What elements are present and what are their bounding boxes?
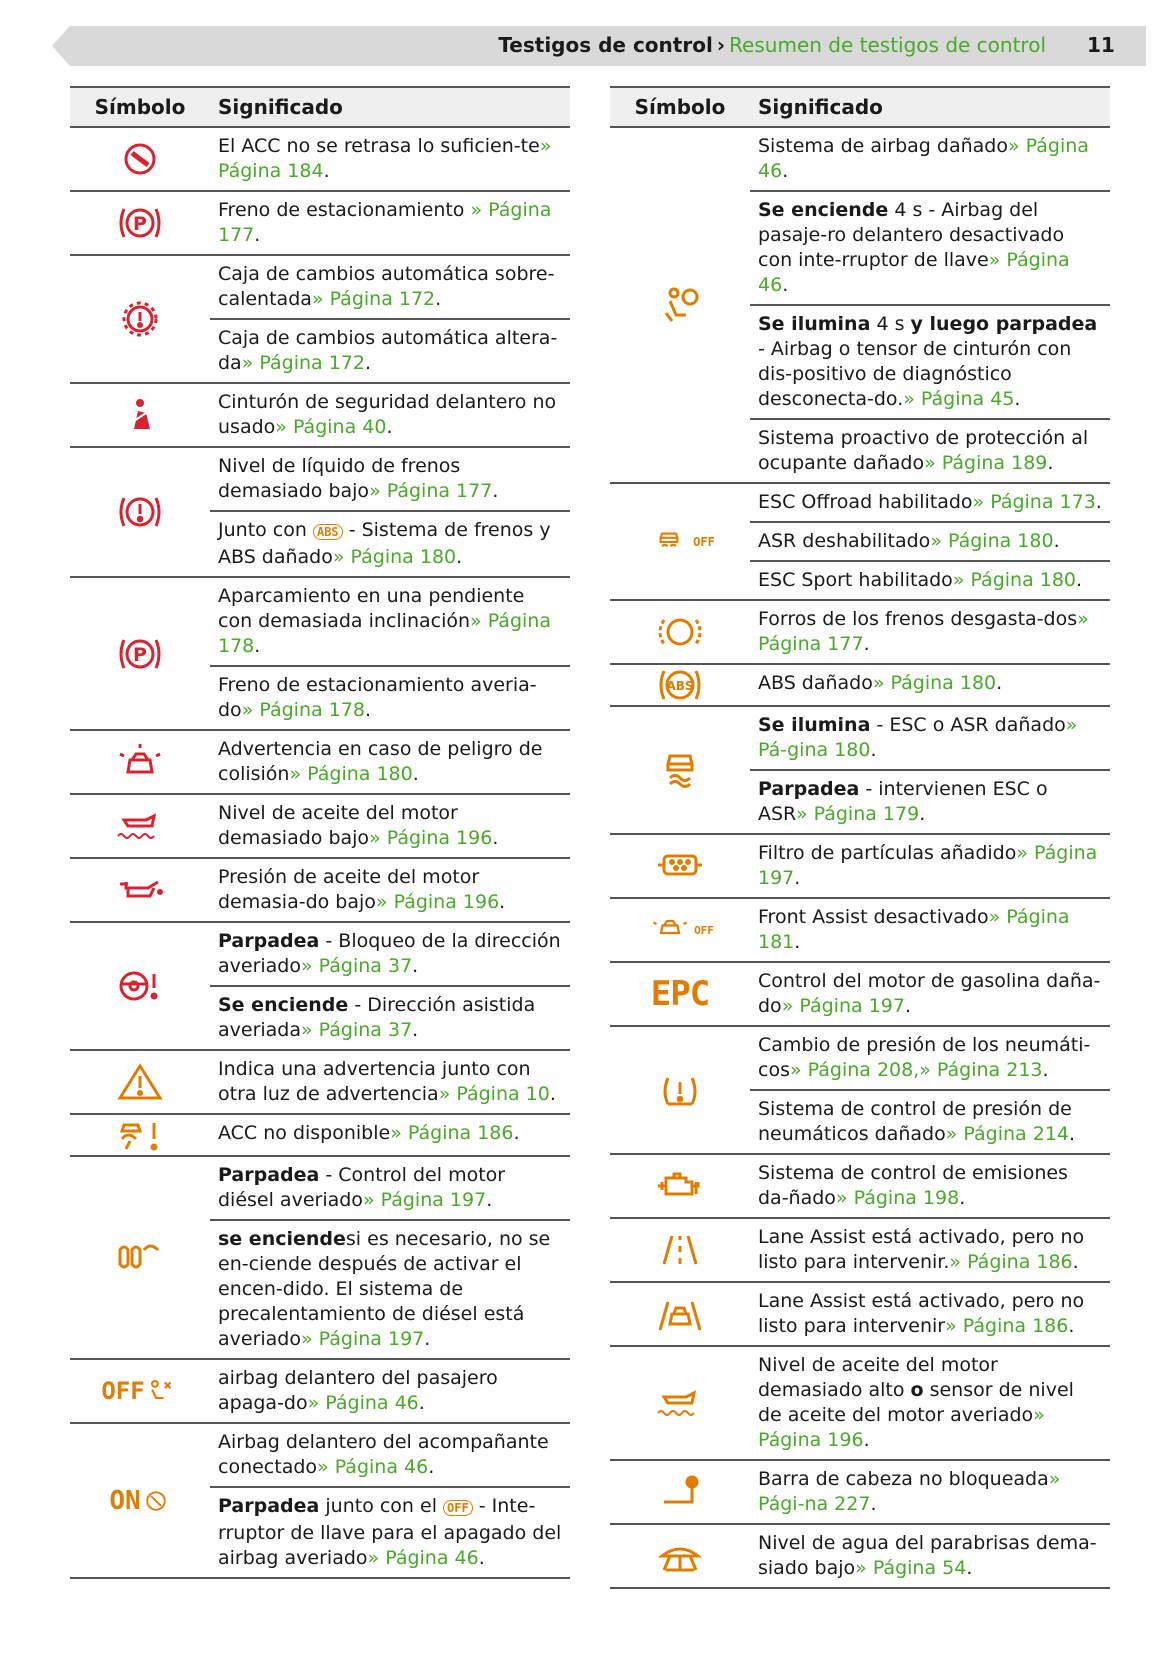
airbag-on-orange-icon: ON	[70, 1424, 210, 1577]
meaning-row	[210, 192, 570, 254]
page-reference-link[interactable]: » Página 46	[307, 1392, 419, 1414]
meaning-row	[750, 1525, 1110, 1587]
inline-indicator-icon: ABS	[313, 524, 343, 540]
row-punctuation: .	[412, 955, 419, 977]
row-text: Barra de cabeza no bloqueada	[758, 1468, 1049, 1490]
page-reference-link[interactable]: » Página 177	[369, 480, 493, 502]
meaning-row	[210, 985, 570, 1049]
page-reference-link[interactable]: » Página 172	[311, 288, 436, 310]
row-text: - Dirección asistida averiada	[218, 994, 536, 1041]
meaning-row	[210, 731, 570, 793]
meaning-row	[750, 1347, 1110, 1459]
meaning-column-header: Significado	[758, 95, 883, 119]
row-punctuation: .	[492, 480, 499, 502]
page-reference-link[interactable]: » Página 172	[241, 352, 365, 374]
meaning-row	[750, 484, 1110, 521]
meaning-row	[210, 578, 570, 665]
row-punctuation: .	[870, 739, 877, 761]
particle-filter-orange-icon	[610, 835, 750, 897]
gearbox-red-icon	[70, 256, 210, 382]
meaning-row	[750, 560, 1110, 599]
page-reference-link[interactable]: » Página 186	[390, 1122, 514, 1144]
page-number: 11	[1087, 33, 1115, 57]
row-punctuation: .	[1014, 388, 1021, 410]
row-text: si es necesario, no se en-ciende después de activar el encen-dido. El sistema de precalentamiento de diésel está averiado	[218, 1228, 551, 1350]
row-punctuation: .	[1076, 569, 1083, 591]
row-text: Filtro de partículas añadido	[758, 842, 1017, 864]
row-text: sensor de nivel de aceite del motor averiado	[758, 1379, 1074, 1426]
meaning-row	[750, 418, 1110, 482]
symbol-group	[610, 707, 1110, 835]
page-reference-link[interactable]: » Página 186	[949, 1251, 1073, 1273]
meaning-row	[210, 859, 570, 921]
symbol-group	[70, 578, 570, 731]
row-text: Nivel de agua del parabrisas dema-siado bajo	[758, 1532, 1097, 1579]
bold-text: Se ilumina	[758, 313, 871, 335]
row-text: Advertencia en caso de peligro de colisión	[218, 738, 543, 785]
row-text: Caja de cambios automática sobre-calentada	[218, 263, 555, 310]
meaning-row	[750, 1027, 1110, 1089]
meaning-row	[750, 1089, 1110, 1153]
page-reference-link[interactable]: » Página 10	[438, 1083, 550, 1105]
row-punctuation: .	[486, 1189, 493, 1211]
warning-triangle-orange-icon	[70, 1051, 210, 1113]
symbol-group	[610, 899, 1110, 963]
bold-text: Parpadea	[758, 778, 860, 800]
meaning-row	[210, 1424, 570, 1486]
meaning-row	[210, 1219, 570, 1358]
row-text: Junto con	[218, 519, 313, 541]
symbol-group	[70, 192, 570, 256]
page-reference-link[interactable]: » Página 54	[855, 1557, 967, 1579]
row-punctuation: .	[794, 867, 801, 889]
table-header	[70, 86, 570, 128]
page-reference-link[interactable]: » Página 177	[758, 608, 1089, 655]
page-reference-link[interactable]: » Página 40	[275, 416, 387, 438]
lane-assist-car-orange-icon	[610, 1283, 750, 1345]
row-text: Nivel de aceite del motor demasiado alto	[758, 1354, 998, 1401]
meaning-row	[210, 510, 570, 576]
meaning-row	[750, 128, 1110, 190]
page-reference-link[interactable]: » Página 46	[758, 135, 1089, 182]
row-punctuation: .	[904, 995, 911, 1017]
row-punctuation: .	[424, 1328, 431, 1350]
row-punctuation: .	[782, 274, 789, 296]
esc-off-orange-icon: OFF	[610, 484, 750, 599]
page-reference-link[interactable]: » Página 46	[317, 1456, 429, 1478]
row-punctuation: .	[254, 224, 261, 246]
meaning-column-header: Significado	[218, 95, 343, 119]
row-text: Lane Assist está activado, pero no listo para intervenir	[758, 1290, 1085, 1337]
page-reference-link[interactable]: » Página 197	[758, 842, 1098, 889]
row-text: ESC Sport habilitado	[758, 569, 953, 591]
glow-plug-orange-icon	[70, 1157, 210, 1358]
symbol-group	[610, 1525, 1110, 1589]
row-punctuation: .	[966, 1557, 973, 1579]
symbol-group	[70, 256, 570, 384]
symbol-group	[610, 128, 1110, 484]
row-punctuation: .	[782, 160, 789, 182]
abs-orange-icon	[610, 665, 750, 705]
row-text: Freno de estacionamiento averia-do	[218, 674, 537, 721]
page-reference-link[interactable]: » Página 196	[758, 1404, 1045, 1451]
row-text: Indica una advertencia junto con otra luz de advertencia	[218, 1058, 531, 1105]
meaning-row	[210, 1157, 570, 1219]
page-reference-link[interactable]: » Pági-na 227	[758, 1468, 1061, 1515]
meaning-row	[210, 384, 570, 446]
row-punctuation: .	[1047, 452, 1054, 474]
meaning-row	[750, 1283, 1110, 1345]
meaning-row	[750, 1219, 1110, 1281]
steering-red-icon	[70, 923, 210, 1049]
row-punctuation: .	[323, 160, 330, 182]
row-text: - ESC o ASR dañado	[870, 714, 1066, 736]
symbol-group	[70, 448, 570, 578]
meaning-row	[210, 923, 570, 985]
page-reference-link[interactable]: » Página 196	[375, 891, 500, 913]
symbol-group	[610, 601, 1110, 665]
symbol-group	[70, 384, 570, 448]
brake-fluid-red-icon	[70, 448, 210, 576]
page-reference-link[interactable]: » Página 178	[241, 699, 365, 721]
symbol-group	[610, 1219, 1110, 1283]
row-text: Control del motor de gasolina daña-do	[758, 970, 1101, 1017]
front-assist-off-orange-icon: OFF	[610, 899, 750, 961]
row-punctuation: .	[1069, 1123, 1076, 1145]
meaning-row	[210, 795, 570, 857]
page-reference-link[interactable]: » Página 180	[952, 569, 1077, 591]
row-punctuation: .	[456, 546, 463, 568]
row-punctuation: .	[1072, 1251, 1079, 1273]
row-punctuation: .	[794, 931, 801, 953]
meaning-row	[750, 190, 1110, 304]
bold-text: o	[910, 1379, 924, 1401]
page-reference-link[interactable]: » Página 179	[795, 803, 920, 825]
row-punctuation: .	[919, 803, 926, 825]
meaning-row	[210, 665, 570, 729]
symbol-group	[610, 1283, 1110, 1347]
symbol-group	[610, 1347, 1110, 1461]
symbol-group	[70, 1115, 570, 1157]
row-punctuation: .	[492, 827, 499, 849]
symbol-group	[70, 1360, 570, 1424]
row-text: 4 s - Airbag del pasaje-ro delantero desactivado con inte-rruptor de llave	[758, 199, 1065, 271]
meaning-row	[210, 1360, 570, 1422]
page-reference-link[interactable]: » Página 180	[289, 763, 413, 785]
row-punctuation: .	[549, 1083, 556, 1105]
svg-text:P: P	[133, 643, 147, 666]
symbol-group	[70, 128, 570, 192]
row-text: Airbag delantero del acompañante conectado	[218, 1431, 549, 1478]
row-text: Nivel de aceite del motor demasiado bajo	[218, 802, 458, 849]
page-reference-link[interactable]: » Página 186	[945, 1315, 1069, 1337]
section-title: Testigos de control	[498, 33, 713, 57]
bold-text: Parpadea	[218, 1164, 320, 1186]
row-text: ABS dañado	[758, 672, 873, 694]
meaning-row	[750, 304, 1110, 418]
page-reference-link[interactable]: » Página 180	[332, 546, 457, 568]
row-text: Sistema de control de presión de neumáticos dañado	[758, 1098, 1072, 1145]
engine-emissions-orange-icon	[610, 1155, 750, 1217]
symbol-group	[610, 835, 1110, 899]
page-reference-link[interactable]: » Página 46	[367, 1547, 479, 1569]
row-text: El ACC no se retrasa lo suficien-te	[218, 135, 540, 157]
row-text: Sistema de control de emisiones da-ñado	[758, 1162, 1068, 1209]
meaning-row	[750, 963, 1110, 1025]
symbol-group	[70, 731, 570, 795]
page-reference-link[interactable]: » Página 178	[218, 610, 551, 657]
symbol-group	[70, 1157, 570, 1360]
row-text: Presión de aceite del motor demasia-do bajo	[218, 866, 480, 913]
meaning-row	[750, 665, 1110, 702]
row-text: Nivel de líquido de frenos demasiado bajo	[218, 455, 461, 502]
row-punctuation: .	[364, 352, 372, 374]
row-text: ACC no disponible	[218, 1122, 391, 1144]
inline-indicator-icon: OFF	[443, 1500, 473, 1516]
brake-pads-orange-icon	[610, 601, 750, 663]
row-text: Sistema de airbag dañado	[758, 135, 1008, 157]
row-text: Lane Assist está activado, pero no listo para intervenir.	[758, 1226, 1085, 1273]
acc-red-icon	[70, 128, 210, 190]
meaning-row	[210, 318, 570, 382]
meaning-row	[210, 1486, 570, 1577]
meaning-row	[750, 1155, 1110, 1217]
row-text: Cinturón de seguridad delantero no usado	[218, 391, 557, 438]
row-punctuation: .	[412, 1019, 419, 1041]
page-reference-link[interactable]: » Página 196	[369, 827, 493, 849]
oil-level-high-orange-icon	[610, 1347, 750, 1459]
svg-text:P: P	[133, 213, 147, 235]
symbol-group	[610, 665, 1110, 707]
row-text: - Control del motor diésel averiado	[218, 1164, 506, 1211]
meaning-row	[210, 256, 570, 318]
parking-brake-red-icon-2	[70, 578, 210, 729]
row-text: 4 s	[870, 313, 911, 335]
row-text: Cambio de presión de los neumáti-cos	[758, 1034, 1091, 1081]
page-reference-link[interactable]: » Página 197	[781, 995, 905, 1017]
symbol-group	[610, 963, 1110, 1027]
row-text: airbag delantero del pasajero apaga-do	[218, 1367, 498, 1414]
right-table	[610, 86, 1110, 1589]
subsection-title: Resumen de testigos de control	[729, 33, 1046, 57]
oil-level-red-icon	[70, 795, 210, 857]
row-text: - Inte-rruptor de llave para el apagado del airbag averiado	[218, 1495, 562, 1569]
page-reference-link[interactable]: » Página 189	[924, 452, 1048, 474]
lane-assist-orange-icon	[610, 1219, 750, 1281]
meaning-row	[210, 128, 570, 190]
headrest-orange-icon	[610, 1461, 750, 1523]
page-reference-link[interactable]: » Página 198	[835, 1187, 960, 1209]
row-text: Sistema proactivo de protección al ocupante dañado	[758, 427, 1089, 474]
symbol-group	[610, 1027, 1110, 1155]
row-punctuation: .	[513, 1122, 520, 1144]
page-reference-link[interactable]: » Pá-gina 180	[758, 714, 1078, 761]
symbol-group	[70, 1424, 570, 1579]
symbol-column-header: Símbolo	[94, 95, 186, 119]
bold-text: Se ilumina	[758, 714, 871, 736]
meaning-row	[210, 1115, 570, 1152]
row-punctuation: .	[418, 1392, 425, 1414]
tire-pressure-orange-icon	[610, 1027, 750, 1153]
row-punctuation: .	[1042, 1059, 1049, 1081]
epc-orange-icon: EPC	[650, 974, 710, 1014]
meaning-row	[750, 835, 1110, 897]
oil-pressure-red-icon	[70, 859, 210, 921]
symbol-group	[70, 859, 570, 923]
row-text: junto con el	[319, 1495, 444, 1517]
meaning-row	[750, 601, 1110, 663]
row-text: ESC Offroad habilitado	[758, 491, 973, 513]
row-text: - Sistema de frenos y ABS dañado	[218, 519, 551, 568]
parking-brake-red-icon	[70, 192, 210, 254]
meaning-row	[750, 899, 1110, 961]
seatbelt-red-icon	[70, 384, 210, 446]
symbol-group	[610, 1155, 1110, 1219]
page-reference-link[interactable]: » Página 37	[301, 955, 413, 977]
row-punctuation: .	[435, 288, 442, 310]
acc-unavailable-orange-icon	[70, 1115, 210, 1155]
symbol-group	[70, 923, 570, 1051]
row-punctuation: .	[1068, 1315, 1075, 1337]
row-punctuation: .	[499, 891, 506, 913]
meaning-row	[750, 1461, 1110, 1523]
page-reference-link[interactable]: » Página 177	[218, 199, 552, 246]
bold-text: Parpadea	[218, 1495, 320, 1517]
table-header	[610, 86, 1110, 128]
page-reference-link[interactable]: » Página 184	[218, 135, 552, 182]
row-punctuation: .	[863, 633, 870, 655]
svg-text:ABS: ABS	[666, 679, 694, 693]
page-reference-link[interactable]: » Página 208,» Página 213	[789, 1059, 1043, 1081]
left-table	[70, 86, 570, 1579]
row-punctuation: .	[254, 635, 261, 657]
airbag-orange-icon	[610, 128, 750, 482]
row-punctuation: .	[412, 763, 419, 785]
page-reference-link[interactable]: » Página 180	[930, 530, 1054, 552]
row-text: - Airbag o tensor de cinturón con dis-positivo de diagnóstico desconecta-do.	[758, 338, 1072, 410]
page-reference-link[interactable]: » Página 37	[301, 1019, 413, 1041]
row-text: - intervienen ESC o ASR	[758, 778, 1048, 825]
row-text: Caja de cambios automática altera-da	[218, 327, 558, 374]
symbol-group	[610, 1461, 1110, 1525]
bold-text: y luego parpadea	[910, 313, 1098, 335]
symbol-column-header: Símbolo	[634, 95, 726, 119]
row-punctuation: .	[996, 672, 1003, 694]
row-text: - Bloqueo de la dirección averiado	[218, 930, 561, 977]
meaning-row	[750, 521, 1110, 560]
bold-text: Se enciende	[218, 994, 349, 1016]
row-punctuation: .	[863, 1429, 870, 1451]
meaning-row	[210, 448, 570, 510]
row-punctuation: .	[478, 1547, 485, 1569]
row-punctuation: .	[870, 1493, 877, 1515]
row-text: Forros de los frenos desgasta-dos	[758, 608, 1078, 630]
row-punctuation: .	[959, 1187, 966, 1209]
meaning-row	[210, 1051, 570, 1113]
header-separator: ›	[716, 33, 726, 57]
row-punctuation: .	[386, 416, 393, 438]
row-punctuation: .	[1095, 491, 1102, 513]
row-punctuation: .	[1053, 530, 1060, 552]
page-reference-link[interactable]: » Página 197	[362, 1189, 487, 1211]
page-reference-link[interactable]: » Página 45	[903, 388, 1015, 410]
running-header	[498, 33, 1046, 57]
page-reference-link[interactable]: » Página 181	[758, 906, 1070, 953]
washer-fluid-orange-icon	[610, 1525, 750, 1587]
page-reference-link[interactable]: » Página 46	[758, 249, 1070, 296]
airbag-off-orange-icon: OFF	[70, 1360, 210, 1422]
page-reference-link[interactable]: » Página 173	[972, 491, 1096, 513]
page-reference-link[interactable]: » Página 197	[301, 1328, 425, 1350]
row-text: Front Assist desactivado	[758, 906, 989, 928]
row-text: Aparcamiento en una pendiente con demasiada inclinación	[218, 585, 525, 632]
page-reference-link[interactable]: » Página 180	[872, 672, 997, 694]
page-reference-link[interactable]: » Página 214	[945, 1123, 1069, 1145]
esc-orange-icon	[610, 707, 750, 833]
bold-text: Se enciende	[758, 199, 889, 221]
row-text: Freno de estacionamiento	[218, 199, 471, 221]
symbol-group	[70, 1051, 570, 1115]
symbol-group	[610, 484, 1110, 601]
collision-warning-red-icon	[70, 731, 210, 793]
meaning-row	[750, 707, 1110, 769]
row-punctuation: .	[364, 699, 371, 721]
bold-text: se enciende	[218, 1228, 346, 1250]
bold-text: Parpadea	[218, 930, 320, 952]
meaning-row	[750, 769, 1110, 833]
symbol-group	[70, 795, 570, 859]
row-text: ASR deshabilitado	[758, 530, 931, 552]
row-punctuation: .	[428, 1456, 435, 1478]
